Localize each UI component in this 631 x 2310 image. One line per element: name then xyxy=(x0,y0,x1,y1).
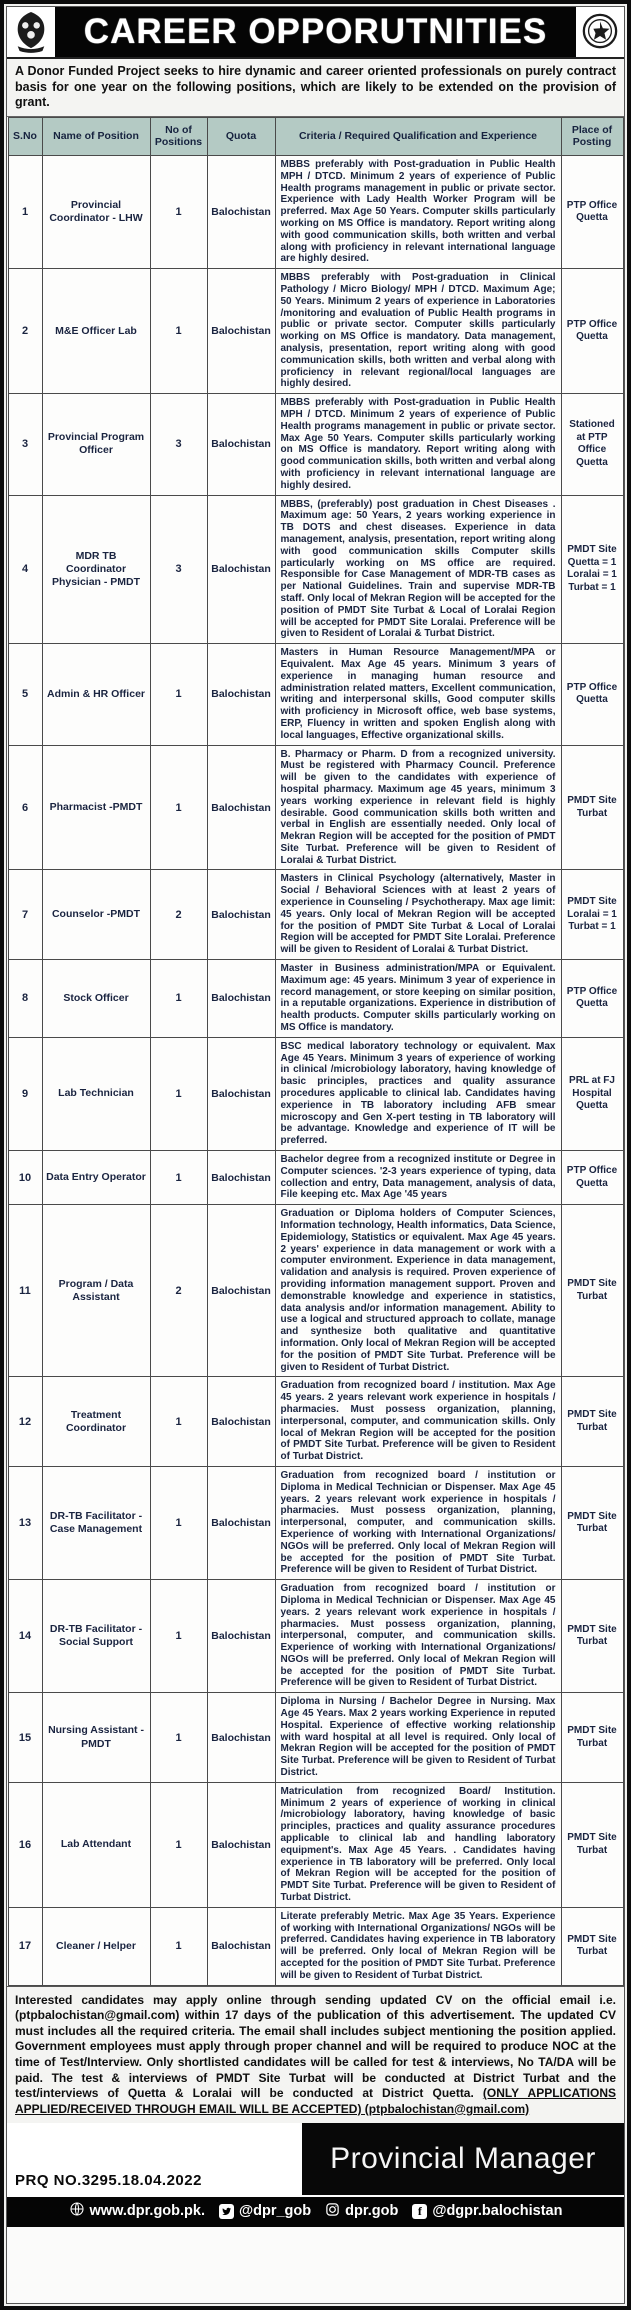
criteria-cell: MBBS, (preferably) post graduation in Chest Diseases . Maximum age: 50 Years, 2 years working experience in TB DOTS and chest diseases. Experience in data management, analysis, presentation, report writing along with good communication skills Computer skills particularly working on MS office are required. Responsible for Case Management of MDR-TB cases as per National Guidelines. Train and supervise MDR-TB staff. Only local of Mekran Region will be accepted for the position of PMDT Site Turbat & Local of Loralai Region will be accepted for PMDT Site Loralai. Preference will be given to Resident of Loralai & Turbat District. xyxy=(275,495,561,644)
quota-cell: Balochistan xyxy=(207,1151,275,1205)
table-row xyxy=(8,644,623,745)
place-cell: PMDT Site Turbat xyxy=(561,1377,623,1467)
quota-cell: Balochistan xyxy=(207,495,275,644)
quota-cell: Balochistan xyxy=(207,1693,275,1783)
quota-cell: Balochistan xyxy=(207,960,275,1038)
positions-count-cell: 1 xyxy=(150,1693,207,1783)
position-cell: Lab Attendant xyxy=(42,1782,150,1907)
quota-cell: Balochistan xyxy=(207,1580,275,1693)
criteria-cell: MBBS preferably with Post-graduation in Clinical Pathology / Micro Biology/ MPH / DTCD. Maximum Age; 50 Years. Minimum 2 years of experience in Laboratories /monitoring and evaluation of Public Health programs in public or private sector. Computer skills particularly working on MS Office is mandatory. Data management, analysis, presentation, report writing along with good communication skills, both written and verbal along with proficiency in relevant regional/local languages are highly desired. xyxy=(275,269,561,394)
sno-cell: 17 xyxy=(8,1907,42,1985)
sno-cell: 1 xyxy=(8,156,42,269)
table-row xyxy=(8,1580,623,1693)
criteria-cell: MBBS preferably with Post-graduation in Public Health MPH / DTCD. Minimum 2 years of experience of Public Health programs management in public or private sector. Experience with Lady Health Worker Program will be preferred. Max Age 50 Years. Computer skills particularly working on MS Office is mandatory. Report writing along with good communication skills, both written and verbal along with proficiency in relevant international language are highly desired. xyxy=(275,156,561,269)
place-cell: PRL at FJ Hospital Quetta xyxy=(561,1037,623,1150)
sno-cell: 12 xyxy=(8,1377,42,1467)
position-cell: Provincial Coordinator - LHW xyxy=(42,156,150,269)
place-cell: PMDT Site Turbat xyxy=(561,1782,623,1907)
globe-icon xyxy=(69,2201,85,2221)
criteria-cell: Graduation from recognized board / institution or Diploma in Medical Technician or Dispenser. Max Age 45 years. 2 years relevant work experience in hospitals / pharmacies. Must possess organization, planning, interpersonal, computer, and communication skills. Experience of working with International Organizations/ NGOs will be preferred. Only local of Mekran Region will be accepted for the position of PMDT Site Turbat. Preference will be given to Resident of Turbat District. xyxy=(275,1580,561,1693)
table-row xyxy=(8,1377,623,1467)
prq-box xyxy=(7,2123,302,2195)
table-row xyxy=(8,1151,623,1205)
positions-count-cell: 1 xyxy=(150,745,207,870)
place-cell: PTP Office Quetta xyxy=(561,269,623,394)
header-row xyxy=(8,117,623,155)
positions-count-cell: 3 xyxy=(150,495,207,644)
prq-number: PRQ NO.3295.18.04.2022 xyxy=(15,2172,202,2190)
position-cell: Nursing Assistant - PMDT xyxy=(42,1693,150,1783)
table-row xyxy=(8,745,623,870)
positions-count-cell: 1 xyxy=(150,1907,207,1985)
table-row xyxy=(8,960,623,1038)
position-cell: DR-TB Facilitator - Social Support xyxy=(42,1580,150,1693)
facebook-item xyxy=(412,2203,562,2219)
position-cell: M&E Officer Lab xyxy=(42,269,150,394)
column-header: S.No xyxy=(8,117,42,155)
position-cell: Stock Officer xyxy=(42,960,150,1038)
table-row xyxy=(8,156,623,269)
quota-cell: Balochistan xyxy=(207,1782,275,1907)
criteria-cell: Graduation from recognized board / institution or Diploma in Medical Technician or Dispenser. Max Age 45 years. 2 years relevant work experience in hospitals / pharmacies. Must possess organization, planning, interpersonal, computer, and communication skills. Experience of working with International Organizations/ NGOs will be preferred. Only local of Mekran Region will be accepted for the position of PMDT Site Turbat. Preference will be given to Resident of Turbat District. xyxy=(275,1466,561,1579)
place-cell: PMDT Site Turbat xyxy=(561,1205,623,1377)
position-cell: Provincial Program Officer xyxy=(42,394,150,495)
application-instructions xyxy=(7,1986,624,2124)
positions-table xyxy=(8,117,624,1986)
masthead xyxy=(7,7,624,59)
place-cell: PTP Office Quetta xyxy=(561,644,623,745)
sno-cell: 7 xyxy=(8,870,42,960)
instructions-underlined-text: (ONLY APPLICATIONS APPLIED/RECEIVED THROUGH EMAIL WILL BE ACCEPTED) (ptpbalochistan@gmail.com) xyxy=(15,2086,616,2116)
place-cell: PMDT Site Turbat xyxy=(561,1907,623,1985)
sno-cell: 6 xyxy=(8,745,42,870)
twitter-icon xyxy=(219,2204,234,2219)
table-row xyxy=(8,870,623,960)
table-row xyxy=(8,1693,623,1783)
signature-title: Provincial Manager xyxy=(330,2142,596,2176)
page-title: CAREER OPPORUTNITIES xyxy=(55,7,576,57)
sno-cell: 15 xyxy=(8,1693,42,1783)
table-row xyxy=(8,1782,623,1907)
positions-count-cell: 1 xyxy=(150,1782,207,1907)
instagram-icon xyxy=(325,2202,340,2221)
table-body xyxy=(8,156,623,1986)
instagram-item xyxy=(325,2202,398,2221)
place-cell: PMDT Site Turbat xyxy=(561,745,623,870)
position-cell: Treatment Coordinator xyxy=(42,1377,150,1467)
facebook-handle: @dgpr.balochistan xyxy=(432,2203,563,2220)
sno-cell: 5 xyxy=(8,644,42,745)
place-cell: PMDT Site Turbat xyxy=(561,1693,623,1783)
positions-count-cell: 1 xyxy=(150,1037,207,1150)
quota-cell: Balochistan xyxy=(207,1377,275,1467)
sno-cell: 8 xyxy=(8,960,42,1038)
column-header: Name of Position xyxy=(42,117,150,155)
facebook-glyph: f xyxy=(417,2203,422,2218)
instagram-handle: dpr.gob xyxy=(345,2203,399,2220)
column-header: Place of Posting xyxy=(561,117,623,155)
position-cell: Cleaner / Helper xyxy=(42,1907,150,1985)
instructions-text: Interested candidates may apply online through sending updated CV on the official email i.e. (ptpbalochistan@gmail.com) within 17 days of the publication of this advertisement. The updated CV must includes all the required criteria. The email shall includes subject mentioning the position applied. Government employees must apply through proper channel and will be required to produce NOC at the time of Test/Interview. Only shortlisted candidates will be called for test & interviews, No TA/DA will be paid. The test & interviews of PMDT Site Turbat will be conducted at District Turbat and the test/interviews of Quetta & Loralai will be conducted at District Quetta. xyxy=(15,1992,616,2101)
position-cell: Admin & HR Officer xyxy=(42,644,150,745)
positions-count-cell: 1 xyxy=(150,156,207,269)
quota-cell: Balochistan xyxy=(207,1205,275,1377)
website-item xyxy=(69,2201,205,2221)
signature-strip xyxy=(7,2123,624,2195)
position-cell: Pharmacist -PMDT xyxy=(42,745,150,870)
positions-count-cell: 1 xyxy=(150,1151,207,1205)
column-header: No of Positions xyxy=(150,117,207,155)
sno-cell: 3 xyxy=(8,394,42,495)
criteria-cell: Matriculation from recognized Board/ Institution. Minimum 2 years of experience of working in clinical /microbiology laboratory, having knowledge of basic principles, practices and quality assurance procedures applicable to clinical lab and handling laboratory equipment's. Max Age 45 Years. . Candidates having experience in TB laboratory will be preferred. Only local of Mekran Region will be accepted for the position of PMDT Site Turbat. Preference will be given to Resident of Turbat District. xyxy=(275,1782,561,1907)
quota-cell: Balochistan xyxy=(207,1907,275,1985)
positions-count-cell: 3 xyxy=(150,394,207,495)
criteria-cell: Graduation or Diploma holders of Computer Sciences, Information technology, Health informatics, Data Science, Epidemiology, Statistics or equivalent. Max Age 45 years. 2 years' experience in data management or work with a computer environment. Experience in data management, validation and analysis is required. Proven experience of providing information management support. Proven and demonstrable knowledge and experience in statistics, data analysis and/or information management. Ability to use a logical and structured approach to collate, manage and synthesize both qualitative and quantitative information. Only local of Mekran Region will be accepted for the position of PMDT Site Turbat. Preference will be given to Resident of Turbat District. xyxy=(275,1205,561,1377)
twitter-handle: @dpr_gob xyxy=(239,2203,312,2220)
facebook-icon xyxy=(412,2204,427,2219)
criteria-cell: MBBS preferably with Post-graduation in Public Health MPH / DTCD. Minimum 2 years of experience of Public Health programs management in public or private sector. Max Age 50 Years. Computer skills particularly working on MS Office is mandatory. Report writing along with good communication skills, both written and verbal along with proficiency in relevant international language are highly desired. xyxy=(275,394,561,495)
positions-count-cell: 1 xyxy=(150,269,207,394)
table-row xyxy=(8,269,623,394)
position-cell: Program / Data Assistant xyxy=(42,1205,150,1377)
crest-icon xyxy=(12,10,50,54)
sno-cell: 4 xyxy=(8,495,42,644)
sno-cell: 14 xyxy=(8,1580,42,1693)
sno-cell: 2 xyxy=(8,269,42,394)
place-cell: PMDT Site Turbat xyxy=(561,1580,623,1693)
place-cell: PMDT Site Loralai = 1 Turbat = 1 xyxy=(561,870,623,960)
criteria-cell: Graduation from recognized board / institution. Max Age 45 years. 2 years relevant work experience in hospitals / pharmacies. Must possess organization, planning, interpersonal, computer, and communication skills. Only local of Mekran Region will be accepted for the position of PMDT Site Turbat. Preference will be given to Resident of Turbat District. xyxy=(275,1377,561,1467)
quota-cell: Balochistan xyxy=(207,644,275,745)
criteria-cell: BSC medical laboratory technology or equivalent. Max Age 45 Years. Minimum 3 years of experience of working in clinical /microbiology laboratory, having knowledge of basic principles, practices and quality assurance procedures applicable to clinical lab. Candidates having experience in TB laboratory including AFB smear microscopy and Gen X-pert testing in TB laboratory will be advantage. Knowledge and experience of IT will be preferred. xyxy=(275,1037,561,1150)
quota-cell: Balochistan xyxy=(207,394,275,495)
positions-count-cell: 1 xyxy=(150,1466,207,1579)
table-row xyxy=(8,394,623,495)
positions-count-cell: 1 xyxy=(150,1580,207,1693)
twitter-item xyxy=(219,2203,311,2219)
criteria-cell: Literate preferably Metric. Max Age 35 Years. Experience of working with International Organizations/ NGOs will be preferred. Candidates having experience in TB laboratory will be preferred. Only local of Mekran Region will be accepted for the position of PMDT Site Turbat. Preference will be given to Resident of Turbat District. xyxy=(275,1907,561,1985)
position-cell: Counselor -PMDT xyxy=(42,870,150,960)
table-header xyxy=(8,117,623,155)
column-header: Criteria / Required Qualification and Experience xyxy=(275,117,561,155)
place-cell: PTP Office Quetta xyxy=(561,960,623,1038)
position-cell: MDR TB Coordinator Physician - PMDT xyxy=(42,495,150,644)
place-cell: PMDT Site Turbat xyxy=(561,1466,623,1579)
position-cell: Lab Technician xyxy=(42,1037,150,1150)
intro-paragraph: A Donor Funded Project seeks to hire dynamic and career oriented professionals on purely contract basis for one year on the following positions, which are likely to be extended on the provision of grant. xyxy=(7,59,624,117)
sno-cell: 10 xyxy=(8,1151,42,1205)
social-bar xyxy=(7,2195,624,2227)
advert-frame xyxy=(6,6,625,2304)
quota-cell: Balochistan xyxy=(207,870,275,960)
positions-count-cell: 2 xyxy=(150,1205,207,1377)
quota-cell: Balochistan xyxy=(207,1037,275,1150)
positions-count-cell: 2 xyxy=(150,870,207,960)
place-cell: PTP Office Quetta xyxy=(561,156,623,269)
criteria-cell: B. Pharmacy or Pharm. D from a recognized university. Must be registered with Pharmacy Council. Preference will be given to the candidates with experience of hospital pharmacy. Maximum age 45 years, minimum 3 years working experience in relevant field is highly desirable. Good communication skills both written and verbal in English are essentially needed. Only local of Mekran Region will be accepted for the position of PMDT Site Turbat. Preference will be given to Resident of Loralai & Turbat District. xyxy=(275,745,561,870)
positions-count-cell: 1 xyxy=(150,960,207,1038)
quota-cell: Balochistan xyxy=(207,156,275,269)
position-cell: Data Entry Operator xyxy=(42,1151,150,1205)
quota-cell: Balochistan xyxy=(207,745,275,870)
sno-cell: 16 xyxy=(8,1782,42,1907)
table-row xyxy=(8,1205,623,1377)
place-cell: PMDT Site Quetta = 1 Loralai = 1 Turbat = 1 xyxy=(561,495,623,644)
positions-count-cell: 1 xyxy=(150,644,207,745)
website-label: www.dpr.gob.pk. xyxy=(89,2203,205,2220)
sno-cell: 11 xyxy=(8,1205,42,1377)
right-emblem-logo xyxy=(576,7,624,57)
column-header: Quota xyxy=(207,117,275,155)
table-row xyxy=(8,495,623,644)
sno-cell: 9 xyxy=(8,1037,42,1150)
criteria-cell: Masters in Clinical Psychology (alternatively, Master in Social / Behavioral Sciences with at least 2 years of experience in Counseling / Psychotherapy. Max age limit: 45 years. Only local of Mekran Region will be accepted for the position of PMDT Site Turbat & Local of Loralai Region will be accepted for PMDT Site Loralai. Preference will be given to Resident of Loralai & Turbat District. xyxy=(275,870,561,960)
table-row xyxy=(8,1037,623,1150)
signature-box xyxy=(302,2123,624,2195)
sno-cell: 13 xyxy=(8,1466,42,1579)
position-cell: DR-TB Facilitator - Case Management xyxy=(42,1466,150,1579)
place-cell: PTP Office Quetta xyxy=(561,1151,623,1205)
seal-icon xyxy=(581,10,619,54)
positions-count-cell: 1 xyxy=(150,1377,207,1467)
quota-cell: Balochistan xyxy=(207,1466,275,1579)
table-row xyxy=(8,1907,623,1985)
criteria-cell: Bachelor degree from a recognized institute or Degree in Computer sciences. '2-3 years experience of typing, data collection and entry, Data management, analysis of data, File keeping etc. Max Age '45 years xyxy=(275,1151,561,1205)
criteria-cell: Diploma in Nursing / Bachelor Degree in Nursing. Max Age 45 Years. Max 2 years working Experience in reputed Hospital. Experience of effective working relationship with ward hospital at all level is required. Only local of Mekran Region will be accepted for the position of PMDT Site Turbat. Preference will be given to Resident of Turbat District. xyxy=(275,1693,561,1783)
place-cell: Stationed at PTP Office Quetta xyxy=(561,394,623,495)
quota-cell: Balochistan xyxy=(207,269,275,394)
left-emblem-logo xyxy=(7,7,55,57)
criteria-cell: Masters in Human Resource Management/MPA or Equivalent. Max Age 45 years. Minimum 3 years of experience in managing human resource and administration related matters, Excellent communication, writing and interpersonal skills, Good computer skills with proficiency in Microsoft office, web base systems, ERP, Fluency in written and spoken English along with local languages, Effective organizational skills. xyxy=(275,644,561,745)
table-row xyxy=(8,1466,623,1579)
criteria-cell: Master in Business administration/MPA or Equivalent. Maximum age: 45 years. Minimum 3 year of experience in record management, or store keeping on similar position, in a reputable organizations. Experience in distribution of health products. Computer skills particularly working on MS Office is mandatory. xyxy=(275,960,561,1038)
